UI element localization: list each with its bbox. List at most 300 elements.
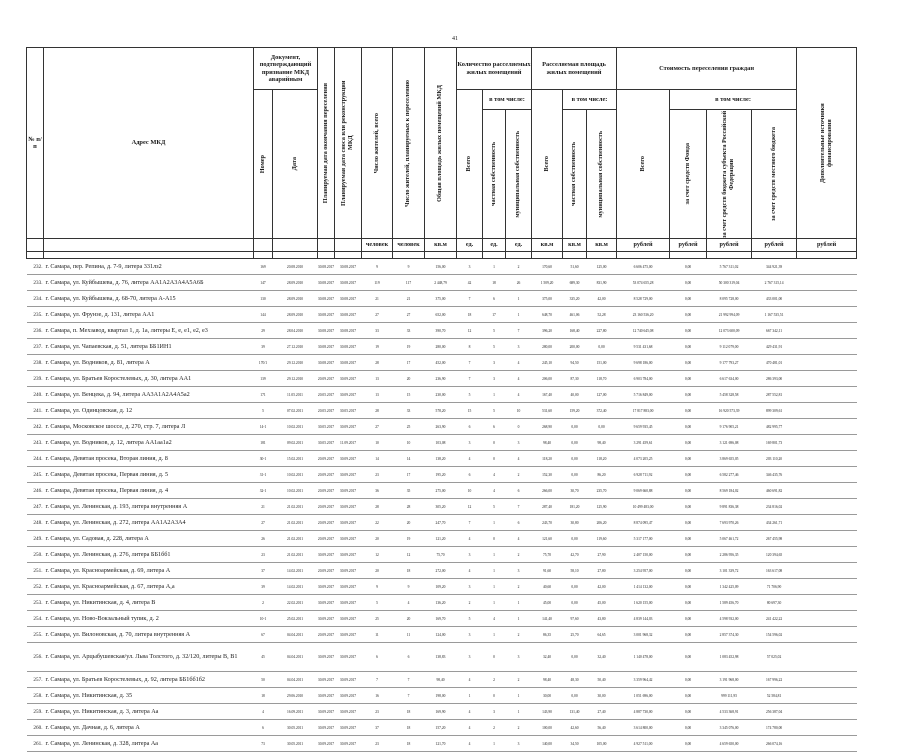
planned-demolition-cell: 30.08.2017 [335,291,362,307]
area-private-cell: 0,00 [563,688,587,704]
cost-total-cell: 1 620 155,00 [617,595,670,611]
table-row [27,547,857,563]
area-private-cell: 30,70 [563,483,587,499]
total-area-cell: 263,90 [425,419,457,435]
area-cell: 287,40 [532,499,563,515]
cost-total-cell: 9 069 660,88 [617,483,670,499]
residents-cell: 19 [362,339,393,355]
address-cell: г. Самара, ул. Красноармейская, д. 67, литера А,а [44,579,254,595]
doc-number-cell: 39 [254,339,273,355]
residents-cell: 21 [362,291,393,307]
total-area-cell: 138,83 [425,643,457,672]
cost-fund-cell: 0,00 [670,307,707,323]
cost-subject-cell: 5 067 461,72 [707,531,752,547]
extra-cell [797,403,857,419]
rooms-count-cell: 7 [457,355,483,371]
area-private-cell: 689,30 [563,275,587,291]
doc-date-cell: 09.02.2011 [273,435,318,451]
cost-fund-cell: 0,00 [670,720,707,736]
cost-local-cell: 120 394,65 [752,547,797,563]
cost-fund-cell: 0,00 [670,627,707,643]
doc-date-cell: 16.09.2011 [273,704,318,720]
address-cell: г. Самара, ул. Никитинская, д. 4, литера В [44,595,254,611]
residents-planned-cell: 21 [393,291,425,307]
area-municipal-cell: 43,80 [587,611,617,627]
rooms-municipal-cell: 7 [506,499,532,515]
doc-date-cell: 21.02.2011 [273,499,318,515]
cost-local-cell: 80 697,30 [752,595,797,611]
area-cell: 32,40 [532,643,563,672]
header-planned-demolition: Планируемая дата сноса или реконструкции МКД [335,48,362,239]
total-area-cell: 156,00 [425,259,457,275]
row-number-cell: 249. [27,531,44,547]
cost-fund-cell: 0,00 [670,595,707,611]
residents-cell: 11 [362,627,393,643]
rooms-private-cell: 6 [483,291,506,307]
residents-cell: 27 [362,307,393,323]
header-planned-end: Планируемая дата окончания переселения [318,48,335,239]
doc-number-cell: 6 [254,720,273,736]
total-area-cell: 230,00 [425,387,457,403]
rooms-private-cell: 2 [483,720,506,736]
area-private-cell: 48,30 [563,672,587,688]
doc-number-cell: 147 [254,275,273,291]
area-municipal-cell: 227,80 [587,323,617,339]
table-row [27,531,857,547]
table-row [27,403,857,419]
rooms-municipal-cell: 0 [506,419,532,435]
residents-planned-cell: 35 [393,483,425,499]
residents-cell: 20 [362,563,393,579]
area-municipal-cell: 0,00 [587,339,617,355]
residents-cell: 22 [362,515,393,531]
rooms-private-cell: 1 [483,259,506,275]
residents-planned-cell: 18 [393,736,425,752]
table-row [27,307,857,323]
address-cell: г. Самара, ул. Венцека, д. 94, литера АА3А1А2А4А5а2 [44,387,254,403]
header-cost: Стоимость переселения граждан [617,48,797,90]
area-cell: 98,40 [532,435,563,451]
residents-cell: 23 [362,736,393,752]
doc-number-cell: 170/1 [254,355,273,371]
planned-demolition-cell: 30.08.2017 [335,275,362,291]
residents-planned-cell: 28 [393,499,425,515]
extra-cell [797,736,857,752]
rooms-private-cell: 0 [483,531,506,547]
doc-date-cell: 14.02.2011 [273,579,318,595]
area-municipal-cell: 372,40 [587,403,617,419]
address-cell: г. Самара, Московское шоссе, д. 270, стр. 7, литера Л [44,419,254,435]
cost-fund-cell: 0,00 [670,259,707,275]
cost-local-cell: 287 552,81 [752,387,797,403]
cost-local-cell: 434 261,71 [752,515,797,531]
rooms-private-cell: 2 [483,672,506,688]
planned-end-cell: 30.09.2017 [318,547,335,563]
cost-fund-cell: 0,00 [670,339,707,355]
doc-date-cell: 21.02.2011 [273,547,318,563]
cost-subject-cell: 9 891 836,38 [707,499,752,515]
area-private-cell: 200,00 [563,339,587,355]
header-cost-total: Всего [617,90,670,239]
residents-cell: 23 [362,467,393,483]
planned-demolition-cell: 30.09.2017 [335,467,362,483]
residents-cell: 16 [362,688,393,704]
residents-planned-cell: 12 [393,547,425,563]
total-area-cell: 652,00 [425,307,457,323]
doc-number-cell: 37 [254,563,273,579]
address-cell: г. Самара, ул. Ленинская, д. 272, литера АА1А2А3А4 [44,515,254,531]
area-cell: 280,00 [532,339,563,355]
table-row [27,563,857,579]
planned-end-cell: 30.08.2017 [318,307,335,323]
residents-planned-cell: 7 [393,672,425,688]
cost-local-cell: 169 801,73 [752,435,797,451]
planned-demolition-cell: 30.09.2017 [335,579,362,595]
header-rooms-incl: в том числе: [483,90,532,110]
doc-number-cell: 130 [254,291,273,307]
cost-subject-cell: 7 693 970,26 [707,515,752,531]
cost-total-cell: 9 659 935,45 [617,419,670,435]
row-number-cell: 246. [27,483,44,499]
rooms-count-cell: 1 [457,688,483,704]
area-cell: 648,70 [532,307,563,323]
total-area-cell: 305,20 [425,499,457,515]
doc-date-cell: 14.02.2011 [273,563,318,579]
area-municipal-cell: 32,40 [587,643,617,672]
residents-cell: 10 [362,435,393,451]
doc-number-cell: 4 [254,704,273,720]
area-private-cell: 25,70 [563,627,587,643]
doc-number-cell: 31-1 [254,467,273,483]
cost-total-cell: 23 160 536,20 [617,307,670,323]
cost-subject-cell: 6 617 634,00 [707,371,752,387]
residents-cell: 33 [362,323,393,339]
rooms-private-cell: 3 [483,355,506,371]
rooms-private-cell: 4 [483,611,506,627]
cost-total-cell: 4 839 144,03 [617,611,670,627]
cost-fund-cell: 0,00 [670,704,707,720]
residents-planned-cell: 19 [393,531,425,547]
planned-end-cell: 20.09.2017 [318,627,335,643]
row-number-cell: 237. [27,339,44,355]
unit-sqm: кв.м [563,239,587,252]
cost-total-cell: 3 614 800,00 [617,720,670,736]
address-cell: г. Самара, ул. Ново-Вокзальный тупик, д. 2 [44,611,254,627]
table-row [27,467,857,483]
table-row [27,720,857,736]
rooms-private-cell: 5 [483,499,506,515]
table-body [27,259,857,752]
header-cost-fund: за счет средств Фонда [670,110,707,239]
header-rooms-total: Всего [457,90,483,239]
planned-end-cell: 20.09.2017 [318,499,335,515]
cost-total-cell: 9 698 186,00 [617,355,670,371]
area-municipal-cell: 42,00 [587,579,617,595]
cost-total-cell: 4 073 205,25 [617,451,670,467]
area-municipal-cell: 151,00 [587,355,617,371]
rooms-private-cell: 1 [483,563,506,579]
area-municipal-cell: 127,00 [587,387,617,403]
planned-end-cell: 20.09.2017 [318,371,335,387]
cost-fund-cell: 0,00 [670,563,707,579]
extra-cell [797,704,857,720]
table-row [27,323,857,339]
doc-number-cell: 30-1 [254,451,273,467]
doc-number-cell: 18 [254,688,273,704]
cost-local-cell: 429 431,91 [752,339,797,355]
rooms-municipal-cell: 6 [506,515,532,531]
row-number-cell: 233. [27,275,44,291]
area-municipal-cell: 118,70 [587,371,617,387]
rooms-count-cell: 6 [457,419,483,435]
row-number-cell: 241. [27,403,44,419]
table-row [27,339,857,355]
cost-local-cell: 346 435,76 [752,467,797,483]
area-municipal-cell: 56,40 [587,720,617,736]
rooms-municipal-cell: 1 [506,688,532,704]
rooms-private-cell: 5 [483,323,506,339]
area-cell: 243,70 [532,515,563,531]
row-number-cell: 232. [27,259,44,275]
unit-rub: рублей [707,239,752,252]
area-private-cell: 40,00 [563,387,587,403]
planned-end-cell: 30.05.2017 [318,419,335,435]
area-private-cell: 0,00 [563,643,587,672]
planned-demolition-cell: 30.09.2017 [335,483,362,499]
cost-subject-cell: 3 191 968,00 [707,672,752,688]
doc-date-cell: 11.05.2011 [273,387,318,403]
doc-date-cell: 10.02.2011 [273,467,318,483]
rooms-municipal-cell: 2 [506,547,532,563]
address-cell: г. Самара, ул. Никитинская, д. 3, литера Аа [44,704,254,720]
cost-fund-cell: 0,00 [670,419,707,435]
row-number-cell: 258. [27,688,44,704]
planned-demolition-cell: 11.09.2017 [335,435,362,451]
residents-cell: 7 [362,672,393,688]
cost-local-cell: 154 596,02 [752,627,797,643]
total-area-cell: 121,20 [425,531,457,547]
extra-cell [797,387,857,403]
rooms-count-cell: 3 [457,579,483,595]
residents-planned-cell: 33 [393,323,425,339]
cost-total-cell: 6 606 475,00 [617,259,670,275]
cost-subject-cell: 16 920 573,39 [707,403,752,419]
rooms-count-cell: 10 [457,483,483,499]
header-rooms-private: частная собственность [483,110,506,239]
rooms-private-cell: 1 [483,595,506,611]
total-area-cell: 247,70 [425,515,457,531]
cost-local-cell: 433 001,00 [752,291,797,307]
doc-number-cell: 45 [254,643,273,672]
extra-cell [797,672,857,688]
unit-blank [318,239,335,252]
table-row [27,579,857,595]
cost-total-cell: 10 499 483,00 [617,499,670,515]
planned-demolition-cell: 30.09.2017 [335,387,362,403]
planned-demolition-cell: 30.09.2017 [335,515,362,531]
cost-subject-cell: 1 083 452,98 [707,643,752,672]
area-private-cell: 0,00 [563,435,587,451]
residents-cell: 36 [362,483,393,499]
address-cell: г. Самара, ул. Дачная, д. 6, литера А [44,720,254,736]
extra-cell [797,627,857,643]
rooms-municipal-cell: 4 [506,387,532,403]
unit-blank [254,239,273,252]
header-area-municipal: муниципальная собственность [587,110,617,239]
table-row [27,259,857,275]
residents-planned-cell: 20 [393,611,425,627]
cost-subject-cell: 5 767 311,02 [707,259,752,275]
header-cost-subject: за счет средств бюджета субъекта Российской Федерации [707,110,752,239]
rooms-municipal-cell: 3 [506,435,532,451]
doc-date-cell: 10.02.2011 [273,419,318,435]
table-row [27,483,857,499]
table-row [27,435,857,451]
area-private-cell: 0,00 [563,451,587,467]
rooms-private-cell: 1 [483,579,506,595]
doc-date-cell: 29.12.2010 [273,371,318,387]
header-cost-incl: в том числе: [670,90,797,110]
header-total-area: Общая площадь жилых помещений МКД [425,48,457,239]
unit-ed: ед. [457,239,483,252]
area-municipal-cell: 86,20 [587,467,617,483]
row-number-cell: 256. [27,643,44,672]
area-cell: 1 509,20 [532,275,563,291]
rooms-count-cell: 3 [457,435,483,451]
residents-cell: 23 [362,704,393,720]
row-number-cell: 253. [27,595,44,611]
cost-total-cell: 8 528 729,00 [617,291,670,307]
table-row [27,291,857,307]
doc-date-cell: 21.02.2011 [273,515,318,531]
cost-local-cell: 2 767 315,14 [752,275,797,291]
rooms-count-cell: 5 [457,387,483,403]
planned-end-cell: 20.09.2017 [318,563,335,579]
residents-planned-cell: 18 [393,563,425,579]
total-area-cell: 452,00 [425,355,457,371]
residents-planned-cell: 10 [393,435,425,451]
cost-subject-cell: 8 569 184,02 [707,483,752,499]
residents-cell: 9 [362,259,393,275]
area-cell: 40,60 [532,579,563,595]
rooms-count-cell: 3 [457,259,483,275]
extra-cell [797,643,857,672]
planned-end-cell: 30.08.2017 [318,275,335,291]
rooms-private-cell: 3 [483,371,506,387]
total-area-cell: 280,00 [425,339,457,355]
cost-fund-cell: 0,00 [670,736,707,752]
planned-demolition-cell: 30.09.2017 [335,595,362,611]
rooms-count-cell: 12 [457,499,483,515]
total-area-cell: 169,70 [425,611,457,627]
unit-rub: рублей [670,239,707,252]
header-doc-number: Номер [254,90,273,239]
planned-demolition-cell: 30.09.2017 [335,704,362,720]
cost-fund-cell: 0,00 [670,451,707,467]
cost-fund-cell: 0,00 [670,483,707,499]
planned-demolition-cell: 30.09.2017 [335,563,362,579]
rooms-private-cell: 6 [483,419,506,435]
total-area-cell: 109,20 [425,579,457,595]
rooms-municipal-cell: 2 [506,672,532,688]
cost-subject-cell: 4 659 650,00 [707,736,752,752]
extra-cell [797,547,857,563]
cost-local-cell: 57 025,02 [752,643,797,672]
area-private-cell: 181,20 [563,499,587,515]
area-municipal-cell: 27,40 [587,704,617,720]
rooms-municipal-cell: 2 [506,579,532,595]
cost-total-cell: 12 740 645,08 [617,323,670,339]
cost-fund-cell: 0,00 [670,499,707,515]
area-cell: 140,00 [532,736,563,752]
area-municipal-cell: 831,90 [587,275,617,291]
row-number-cell: 261. [27,736,44,752]
extra-cell [797,483,857,499]
planned-end-cell: 20.09.2017 [318,531,335,547]
cost-total-cell: 6 903 784,00 [617,371,670,387]
unit-sqm: кв.м [587,239,617,252]
residents-planned-cell: 14 [393,451,425,467]
unit-rub: рублей [752,239,797,252]
extra-cell [797,563,857,579]
cost-subject-cell: 8 095 728,00 [707,291,752,307]
total-area-cell: 121,70 [425,736,457,752]
rooms-municipal-cell: 1 [506,291,532,307]
residents-planned-cell: 9 [393,259,425,275]
area-private-cell: 42,70 [563,547,587,563]
rooms-private-cell: 0 [483,688,506,704]
planned-end-cell: 30.09.2017 [318,720,335,736]
rooms-private-cell: 1 [483,547,506,563]
cost-total-cell: 1 051 696,00 [617,688,670,704]
extra-cell [797,515,857,531]
header-area-incl: в том числе: [563,90,617,110]
residents-cell: 12 [362,547,393,563]
unit-ed: ед. [483,239,506,252]
cost-local-cell: 267 455,98 [752,531,797,547]
header-rooms-count: Количество расселяемых жилых помещений [457,48,532,90]
area-private-cell: 159,20 [563,403,587,419]
doc-number-cell: 39 [254,579,273,595]
cost-local-cell: 460 691,82 [752,483,797,499]
cost-subject-cell: 21 992 994,09 [707,307,752,323]
cost-subject-cell: 3 101 339,72 [707,563,752,579]
rooms-private-cell: 5 [483,403,506,419]
doc-number-cell: 14-1 [254,419,273,435]
cost-subject-cell: 9 176 905,21 [707,419,752,435]
cost-local-cell: 241 422,22 [752,611,797,627]
row-number-cell: 260. [27,720,44,736]
table-row [27,451,857,467]
doc-date-cell: 29.12.2010 [273,355,318,371]
address-cell: г. Самара, ул. Водников, д. 12, литера АА1аа1а2 [44,435,254,451]
row-number-cell: 245. [27,467,44,483]
rooms-private-cell: 0 [483,643,506,672]
unit-people: человек [393,239,425,252]
extra-cell [797,419,857,435]
total-area-cell: 124,00 [425,627,457,643]
rooms-municipal-cell: 2 [506,259,532,275]
cost-total-cell: 53 074 655,28 [617,275,670,291]
doc-date-cell: 04.04.2011 [273,627,318,643]
doc-date-cell: 04.04.2011 [273,672,318,688]
doc-number-cell: 23 [254,547,273,563]
cost-local-cell: 174 780,00 [752,720,797,736]
table-row [27,595,857,611]
rooms-count-cell: 3 [457,547,483,563]
doc-date-cell: 20.08.2010 [273,259,318,275]
cost-local-cell: 286 393,00 [752,371,797,387]
